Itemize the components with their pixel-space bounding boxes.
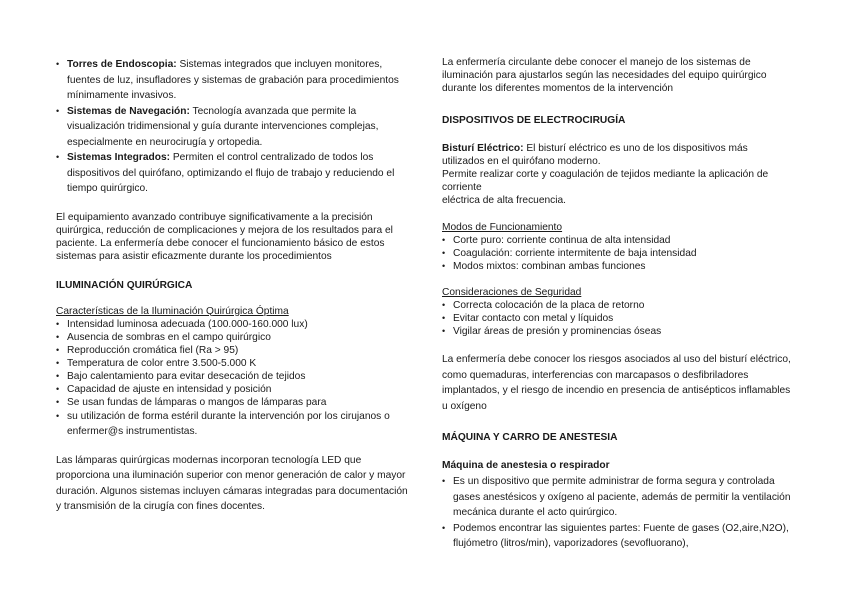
list-item: • Sistemas de Navegación: Tecnología avanzada que permite la visualización tridimensional y guía durante intervenciones complejas, especialmente en neurocirugía y ortopedia. xyxy=(56,104,408,151)
modes-heading: Modos de Funcionamiento xyxy=(442,222,563,233)
equipment-paragraph: El equipamiento avanzado contribuye significativamente a la precisión quirúrgica, reducción de complicaciones y mejora de los resultados para el paciente. La enfermería debe conocer el funcionamiento básico de estos sistemas para asistir eficazmente durante los procedimientos xyxy=(56,211,393,262)
lighting-list xyxy=(56,318,408,439)
list-item: • Modos mixtos: combinan ambas funciones xyxy=(442,260,792,273)
list-item: • Ausencia de sombras en el campo quirúrgico xyxy=(56,331,408,344)
list-item: • Evitar contacto con metal y líquidos xyxy=(442,312,792,325)
circulating-paragraph: La enfermería circulante debe conocer el manejo de los sistemas de iluminación para ajustarlos según las necesidades del equipo quirúrgico durante los diferentes momentos de la intervención xyxy=(442,57,767,94)
safety-heading: Consideraciones de Seguridad xyxy=(442,287,582,298)
list-item: • Reproducción cromática fiel (Ra > 95) xyxy=(56,344,408,357)
led-paragraph: Las lámparas quirúrgicas modernas incorporan tecnología LED que proporciona una iluminación superior con menor generación de calor y mayor duración. Algunos sistemas incluyen cámaras integradas para documentación y transmisión de la cirugía con fines docentes. xyxy=(56,454,408,512)
list-item: • Correcta colocación de la placa de retorno xyxy=(442,299,792,312)
list-item: • Coagulación: corriente intermitente de baja intensidad xyxy=(442,247,792,260)
list-item: • Torres de Endoscopia: Sistemas integrados que incluyen monitores, fuentes de luz, insufladores y sistemas de grabación para procedimientos mínimamente invasivos. xyxy=(56,57,408,104)
anesthesia-list xyxy=(442,474,792,552)
equipment-list xyxy=(56,57,408,197)
left-column xyxy=(56,0,408,515)
list-item: • Se usan fundas de lámparas o mangos de lámparas para xyxy=(56,396,408,409)
list-item: • Corte puro: corriente continua de alta intensidad xyxy=(442,234,792,247)
lighting-subheading: Características de la Iluminación Quirúrgica Óptima xyxy=(56,305,289,317)
lighting-heading: ILUMINACIÓN QUIRÚRGICA xyxy=(56,279,193,291)
electrosurgery-heading: DISPOSITIVOS DE ELECTROCIRUGÍA xyxy=(442,115,626,126)
risks-paragraph: La enfermería debe conocer los riesgos asociados al uso del bisturí eléctrico, como quemaduras, interferencias con marcapasos o desfibriladores implantados, y el riesgo de incendio en presencia de antisépticos inflamables u oxígeno xyxy=(442,354,791,412)
list-item: • Podemos encontrar las siguientes partes: Fuente de gases (O2,aire,N2O), flujómetro (litros/min), vaporizadores (sevofluorano), xyxy=(442,521,792,552)
list-item: • Temperatura de color entre 3.500-5.000 K xyxy=(56,357,408,370)
modes-list xyxy=(442,234,792,273)
anesthesia-subheading: Máquina de anestesia o respirador xyxy=(442,460,610,471)
list-item: • su utilización de forma estéril durante la intervención por los cirujanos o enfermer@s instrumentistas. xyxy=(56,409,408,439)
safety-list xyxy=(442,299,792,338)
list-item: • Sistemas Integrados: Permiten el control centralizado de todos los dispositivos del quirófano, optimizando el flujo de trabajo y reduciendo el tiempo quirúrgico. xyxy=(56,150,408,197)
scalpel-paragraph: Bisturí Eléctrico: El bisturí eléctrico es uno de los dispositivos más utilizados en el quirófano moderno. Permite realizar corte y coagulación de tejidos mediante la aplicación de corriente eléctrica de alta frecuencia. xyxy=(442,143,769,206)
right-column xyxy=(442,0,792,552)
list-item: • Bajo calentamiento para evitar desecación de tejidos xyxy=(56,370,408,383)
list-item: • Es un dispositivo que permite administrar de forma segura y controlada gases anestésicos y oxígeno al paciente, además de permitir la ventilación mecánica durante el acto quirúrgico. xyxy=(442,474,792,521)
list-item: • Capacidad de ajuste en intensidad y posición xyxy=(56,383,408,396)
anesthesia-heading: MÁQUINA Y CARRO DE ANESTESIA xyxy=(442,432,618,443)
list-item: • Intensidad luminosa adecuada (100.000-160.000 lux) xyxy=(56,318,408,331)
list-item: • Vigilar áreas de presión y prominencias óseas xyxy=(442,325,792,338)
